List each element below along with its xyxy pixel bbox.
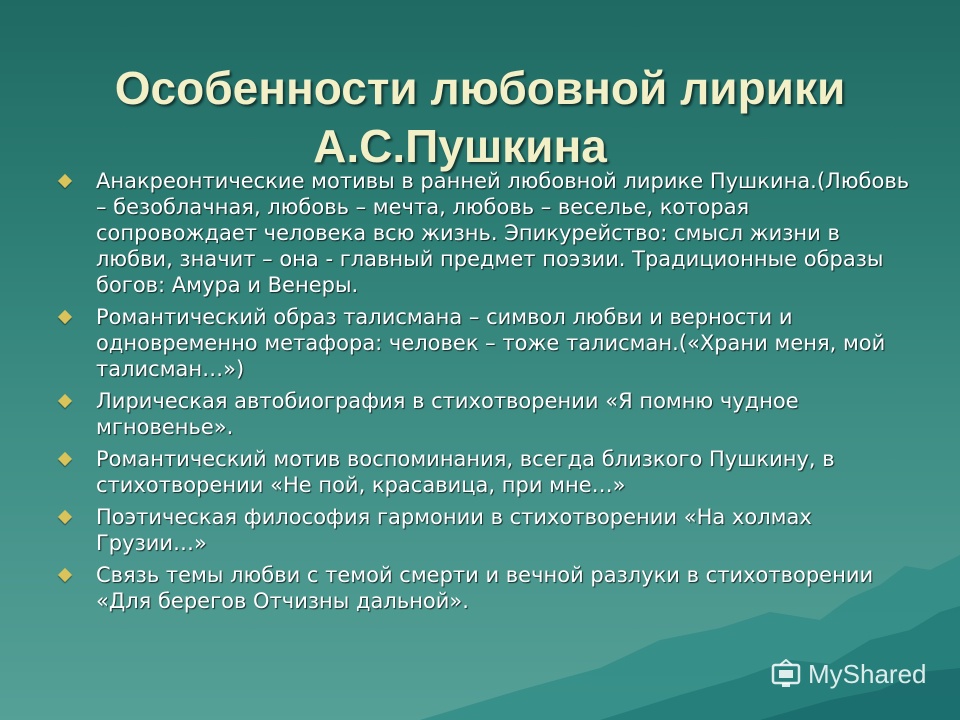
bullet-text: Романтический образ талисмана – символ любви и верности и одновременно метафора: человек – тоже талисман.(«Храни меня, мой талисман…») [96,305,886,381]
bullet-text: Анакреонтические мотивы в ранней любовной лирике Пушкина.(Любовь – безоблачная, любовь – мечта, любовь – веселье, которая сопровождает человека всю жизнь. Эпикурейство: смысл жизни в любви, значит – она - главный предмет поэзии. Традиционные образы богов: Амура и Венеры. [96,169,910,297]
bullet-text: Поэтическая философия гармонии в стихотворении «На холмах Грузии…» [96,505,812,555]
slide-title-line-1: Особенности любовной лирики [114,61,846,114]
bullet-item [56,504,916,556]
bullet-item [56,388,916,440]
diamond-bullet-icon [58,310,72,324]
diamond-bullet-icon [58,452,72,466]
slide-title [40,59,920,175]
bullet-text: Романтический мотив воспоминания, всегда близкого Пушкину, в стихотворении «Не пой, красавица, при мне…» [96,447,835,497]
diamond-bullet-icon [58,510,72,524]
diamond-bullet-icon [58,394,72,408]
bullet-item [56,562,916,614]
bullet-item [56,304,916,382]
slide-title-line-2: А.С.Пушкина [313,119,607,172]
myshared-logo-icon [770,659,802,689]
diamond-bullet-icon [58,568,72,582]
diamond-bullet-icon [58,174,72,188]
bullet-item [56,446,916,498]
bullet-list [56,168,916,620]
bullet-text: Связь темы любви с темой смерти и вечной разлуки в стихотворении «Для берегов Отчизны дальной». [96,563,874,613]
myshared-watermark[interactable] [770,656,927,692]
bullet-text: Лирическая автобиография в стихотворении «Я помню чудное мгновенье». [96,389,799,439]
watermark-text: MyShared [808,658,927,689]
bullet-item [56,168,916,298]
